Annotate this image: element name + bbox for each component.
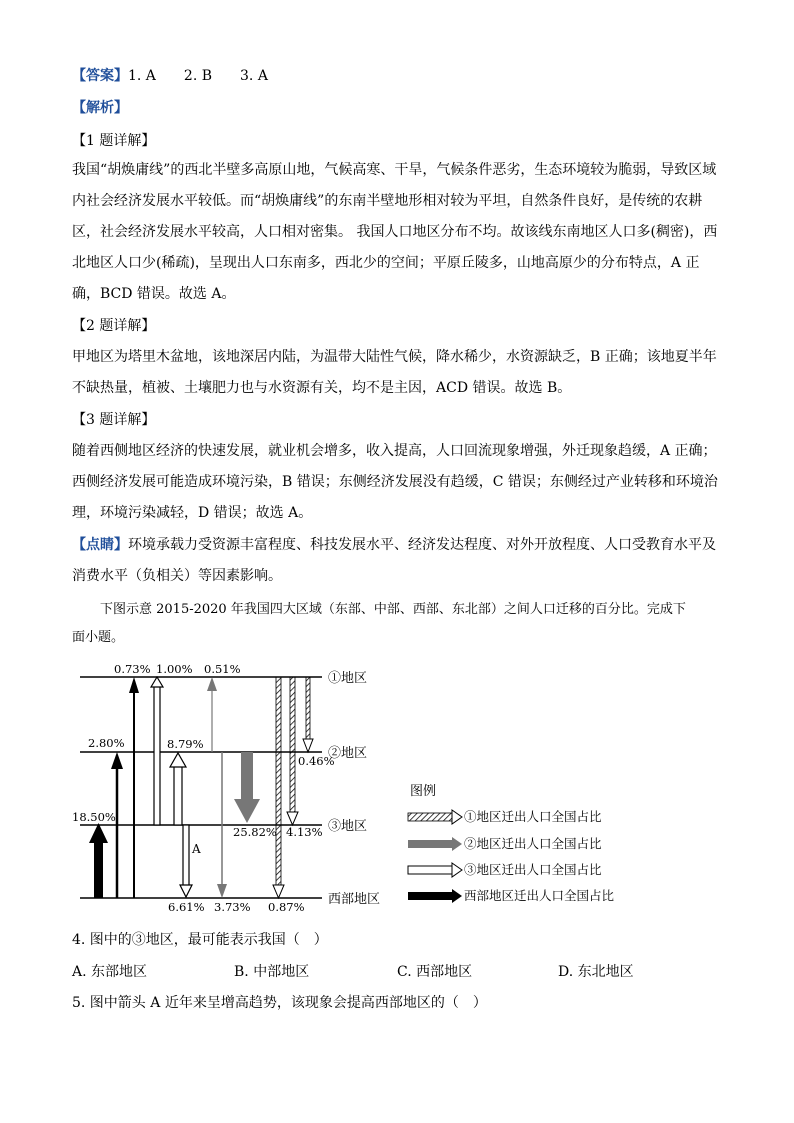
legend-item-3: ③地区迁出人口全国占比 — [464, 862, 602, 877]
q4-option-c[interactable]: C. 西部地区 — [397, 964, 473, 980]
level-label-3: ③地区 — [328, 819, 368, 834]
note-line: 消费水平（负相关）等因素影响。 — [72, 568, 282, 584]
q3-line: 理，环境污染减轻，D 错误；故选 A。 — [72, 505, 313, 521]
pct-label: 0.51% — [204, 662, 241, 676]
q2-line: 不缺热量，植被、土壤肥力也与水资源有关，均不是主因，ACD 错误。故选 B。 — [72, 380, 572, 396]
region2-arrows — [207, 677, 260, 898]
arrow-a-label: A — [192, 842, 201, 856]
pct-label: 4.13% — [286, 825, 323, 839]
region3-arrows — [151, 677, 192, 897]
q4-stem: 4. 图中的③地区，最可能表示我国（ ） — [72, 932, 328, 948]
legend-item-1: ①地区迁出人口全国占比 — [464, 809, 602, 824]
pct-label: 3.73% — [214, 900, 251, 914]
legend-item-4: 西部地区迁出人口全国占比 — [464, 888, 615, 903]
pct-label: 2.80% — [88, 736, 125, 750]
legend-title: 图例 — [410, 784, 437, 799]
pct-label: 8.79% — [167, 737, 204, 751]
q1-line: 北地区人口少(稀疏)，呈现出人口东南多，西北少的空间；平原丘陵多，山地高原少的分布特点，A 正 — [72, 255, 700, 271]
intro-line: 面小题。 — [72, 630, 125, 645]
q4-option-b[interactable]: B. 中部地区 — [234, 964, 310, 980]
q4-option-a[interactable]: A. 东部地区 — [72, 964, 148, 980]
q3-line: 西侧经济发展可能造成环境污染，B 错误；东侧经济发展没有趋缓，C 错误；东侧经过产业转移和环境治 — [72, 474, 718, 490]
pct-label: 25.82% — [233, 825, 277, 839]
pct-label: 1.00% — [156, 662, 193, 676]
q2-heading: 【2 题详解】 — [72, 318, 156, 334]
q3-heading: 【3 题详解】 — [72, 412, 156, 428]
migration-diagram — [60, 655, 660, 915]
q1-line: 区，社会经济发展水平较高，人口相对密集。 我国人口地区分布不均。故该线东南地区人口多(稠密)，西 — [72, 224, 718, 240]
pct-label: 0.46% — [298, 754, 335, 768]
region1-arrows — [273, 677, 313, 898]
intro-line: 下图示意 2015-2020 年我国四大区域（东部、中部、西部、东北部）之间人口迁移的百分比。完成下 — [100, 602, 686, 617]
pct-label: 6.61% — [168, 900, 205, 914]
analysis-tag: 【解析】 — [72, 100, 128, 116]
q1-heading: 【1 题详解】 — [72, 133, 156, 149]
answer-tag: 【答案】 — [72, 68, 128, 84]
level-label-west: 西部地区 — [328, 892, 381, 907]
q1-line: 确，BCD 错误。故选 A。 — [72, 286, 236, 302]
q1-line: 内社会经济发展水平较低。而“胡焕庸线”的东南半壁地形相对较为平坦，自然条件良好，是传统的农耕 — [72, 193, 703, 209]
level-label-2: ②地区 — [328, 746, 368, 761]
level-label-1: ①地区 — [328, 671, 368, 686]
answer-line — [72, 66, 732, 86]
note-text: 环境承载力受资源丰富程度、科技发展水平、经济发达程度、对外开放程度、人口受教育水平及 — [128, 537, 716, 553]
q2-line: 甲地区为塔里木盆地，该地深居内陆，为温带大陆性气候，降水稀少，水资源缺乏，B 正确；该地夏半年 — [72, 349, 717, 365]
q5-stem: 5. 图中箭头 A 近年来呈增高趋势，该现象会提高西部地区的（ ） — [72, 995, 487, 1011]
west-arrows — [89, 677, 139, 898]
note-line — [72, 535, 732, 555]
pct-label: 0.73% — [114, 662, 151, 676]
pct-label: 18.50% — [72, 810, 116, 824]
q3-line: 随着西侧地区经济的快速发展，就业机会增多，收入提高，人口回流现象增强，外迁现象趋缓，A 正确； — [72, 443, 717, 459]
pct-label: 0.87% — [268, 900, 305, 914]
legend — [408, 784, 615, 903]
answer-text: 1. A 2. B 3. A — [128, 68, 268, 84]
q4-option-d[interactable]: D. 东北地区 — [558, 964, 634, 980]
note-tag: 【点睛】 — [72, 537, 128, 553]
q1-line: 我国“胡焕庸线”的西北半壁多高原山地，气候高寒、干旱，气候条件恶劣，生态环境较为脆弱，导致区域 — [72, 162, 717, 178]
legend-item-2: ②地区迁出人口全国占比 — [464, 836, 602, 851]
